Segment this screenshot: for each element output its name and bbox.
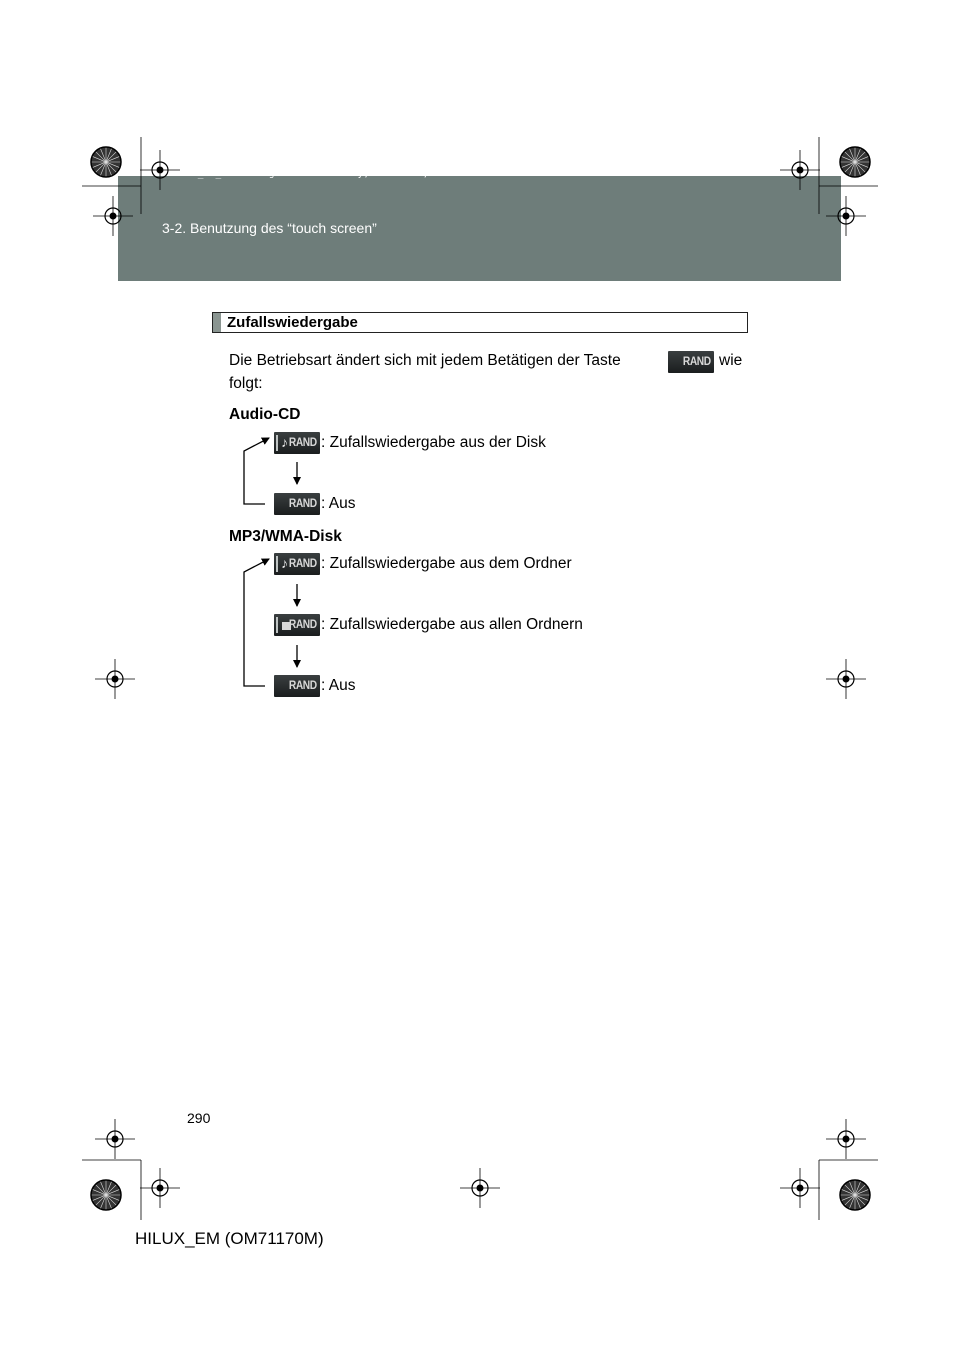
mp3-wma-heading: MP3/WMA-Disk <box>229 528 342 545</box>
registration-wheels <box>91 147 870 1210</box>
page-number: 290 <box>187 1110 211 1126</box>
rand-button-label: RAND <box>289 678 317 692</box>
audio-cd-flow-arrows <box>244 438 297 504</box>
rand-button-label: RAND <box>289 496 317 510</box>
audio-cd-heading: Audio-CD <box>229 406 301 423</box>
crop-marks <box>82 137 878 1220</box>
mode-description: : Zufallswiedergabe aus der Disk <box>321 434 546 451</box>
rand-button-label: RAND <box>683 354 711 368</box>
music-note-icon: ♪ <box>281 555 288 571</box>
file-info: sec_03_02.fm Page 290 Wednesday, March 30, 2011 6:43 PM <box>180 168 506 179</box>
rand-button-label: RAND <box>289 435 317 449</box>
mode-description: : Aus <box>321 677 356 694</box>
intro-text-end: wie <box>719 352 743 369</box>
breadcrumb: 3-2. Benutzung des “touch screen” <box>162 220 377 236</box>
intro-text: Die Betriebsart ändert sich mit jedem Betätigen der Taste <box>229 352 621 369</box>
intro-text-line2: folgt: <box>229 375 263 392</box>
rand-button-label: RAND <box>289 617 317 631</box>
footer-model-code: HILUX_EM (OM71170M) <box>135 1229 324 1248</box>
mode-description: : Zufallswiedergabe aus allen Ordnern <box>321 616 583 633</box>
mode-description: : Aus <box>321 495 356 512</box>
music-note-icon: ♪ <box>281 434 288 450</box>
section-title: Zufallswiedergabe <box>227 314 358 331</box>
registration-marks <box>93 150 866 1208</box>
mode-description: : Zufallswiedergabe aus dem Ordner <box>321 555 572 572</box>
mp3-flow-arrows <box>244 559 297 686</box>
rand-button-label: RAND <box>289 556 317 570</box>
